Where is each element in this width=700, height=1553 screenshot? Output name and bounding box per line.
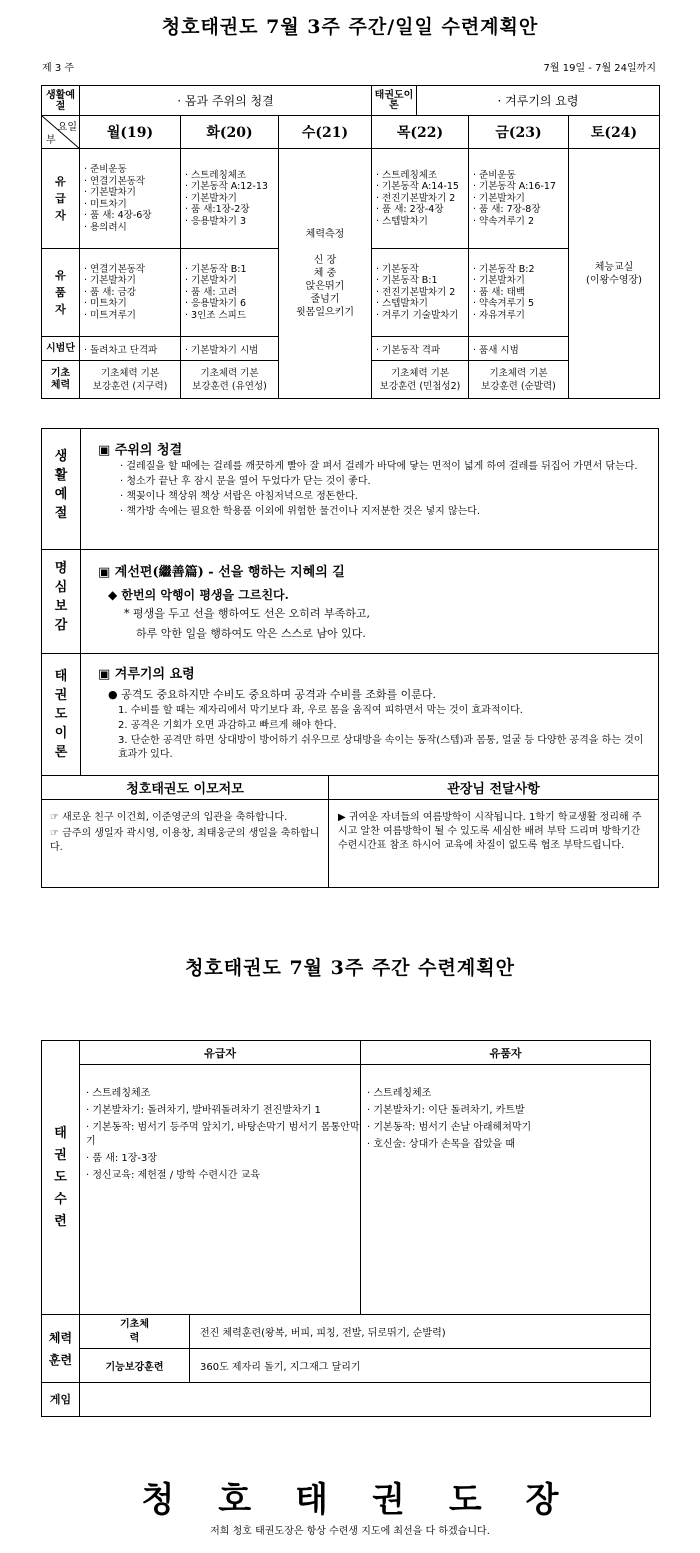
list-item: · 응용발차기 3 [185,216,278,228]
list-item: 2. 공격은 기회가 오면 과감하고 빠르게 해야 한다. [118,720,337,731]
tkd-theory-cell [372,86,660,116]
mind-section-label: 명심보감 [54,561,68,633]
page-title: 청호태권도 7월 3주 주간/일일 수련계획안 [161,16,539,38]
message-text: ▶ 귀여운 자녀들의 여름방학이 시작됩니다. 1학기 학교생활 정리해 주시고 알찬 여름방학이 될 수 있도록 세심한 배려 부탁 드리며 방학기간 수련시간표 참조 하시어 교육에 차질이 없도록 협조 부탁드립니다. [338,812,642,851]
fit-skill: 360도 제자리 돌기, 지그재그 달리기 [190,1349,651,1383]
day-fri: 금(23) [469,116,569,149]
list-item: · 겨루기 기술발차기 [376,310,468,322]
weekly-title: 청호태권도 7월 3주 주간 수련계획안 [185,957,515,979]
list-item: · 스텝발차기 [376,216,468,228]
fit-basic: 전진 체력훈련(왕복, 버피, 피칭, 전발, 뒤로뛰기, 순발력) [190,1315,651,1349]
text-line: 체력측정 [305,229,345,240]
weekly-yupum [361,1065,651,1315]
mind-line-2: 하루 악한 일을 행하여도 악은 스스로 남아 있다. [136,627,366,640]
list-item: · 기본발차기: 이단 돌려차기, 카트발 [367,1104,650,1118]
row-label-yugeup: 유급자 [42,149,80,249]
theory-heading: ▣ 겨루기의 요령 [98,667,195,682]
corner-bottom: 부 [46,135,56,146]
news-item: ☞ 새로운 친구 이건희, 이준영군의 입관을 축하합니다. [50,812,288,823]
news-item: ☞ 금주의 생일자 곽시영, 이용창, 최태웅군의 생일을 축하합니다. [50,828,320,853]
list-item: · 기본동작 B:1 [376,275,468,287]
life-label: 생활예절 [42,86,80,116]
text-line: 체 중 [313,268,337,279]
sat-cell [569,149,660,399]
fitness-tue [181,361,279,399]
life-topic: · 몸과 주위의 청결 [80,86,372,116]
list-item: · 스트레칭체조 [367,1087,650,1101]
list-item: 3. 단순한 공격만 하면 상대방이 방어하기 쉬우므로 상대방을 속이는 동작(스텝)과 몸통, 얼굴 등 다양한 공격을 하는 것이 효과가 있다. [118,735,644,760]
row-label-test: 시범단 [42,337,80,361]
yugeup-fri [469,149,569,249]
life-heading: ▣ 주위의 청결 [98,443,183,458]
list-item: · 걸레질을 할 때에는 걸레를 깨끗하게 빨아 잘 펴서 걸레가 바닥에 닿는 면적이 넓게 하여 걸레를 뒤집어 가면서 닦는다. [120,461,638,472]
yupum-tue [181,249,279,337]
list-item: · 응용발차기 6 [185,298,278,310]
text-line: 기초체력 기본 [390,367,450,379]
fitness-mon [80,361,181,399]
date-range: 7월 19일 - 7월 24일까지 [543,63,656,74]
fit-basic-label: 기초체력 [80,1315,190,1349]
game-cell [80,1383,651,1417]
list-item: · 품 새: 고려 [185,287,278,299]
weekly-yugeup [80,1065,361,1315]
week-label: 제 3 주 [42,63,75,74]
list-item: · 품 새: 태백 [473,287,568,299]
col-yugeup: 유급자 [80,1041,361,1065]
list-item: · 용의려시 [84,222,180,234]
list-item: · 3인조 스피드 [185,310,278,322]
text-line: 보강훈련 (유연성) [192,380,267,392]
list-item: · 호신술: 상대가 손목을 잡았을 때 [367,1138,650,1152]
yupum-fri [469,249,569,337]
list-item: · 책가방 속에는 필요한 학용품 이외에 위험한 물건이나 지저분한 것은 넣지 않는다. [120,506,481,517]
list-item: · 스트레칭체조 [185,170,278,182]
list-item: · 스트레칭체조 [376,170,468,182]
text-line: 앉은뛰기 [305,281,345,292]
list-item: · 기본발차기 [84,187,180,199]
list-item: · 스트레칭체조 [86,1087,360,1101]
corner-cell [42,116,80,149]
text-line: 기초체력 기본 [200,367,259,379]
list-item: · 기본동작 B:1 [185,264,278,276]
mind-line-1: * 평생을 두고 선을 행하여도 선은 오히려 부족하고, [124,607,370,620]
list-item: · 약속겨루기 2 [473,216,568,228]
list-item: · 기본발차기 [185,275,278,287]
list-item: · 미트차기 [84,298,180,310]
list-item: · 기본발차기 [473,193,568,205]
row-label-yupum: 유품자 [42,249,80,337]
list-item: · 준비운동 [84,164,180,176]
test-mon: · 돌려차고 단격파 [80,337,181,361]
mind-section [98,561,648,643]
life-section-label: 생활예절 [54,449,68,521]
tkd-topic: · 겨루기의 요령 [497,94,579,108]
list-item: · 스텝발차기 [376,298,468,310]
list-item: · 기본동작 A:12-13 [185,181,278,193]
list-item: · 연결기본동작 [84,176,180,188]
yugeup-thu [372,149,469,249]
list-item: · 품 새:1장-2장 [185,204,278,216]
list-item: · 미트겨루기 [84,310,180,322]
list-item: · 기본동작: 범서기 등주먹 앞치기, 바탕손막기 범서기 몸통안막기 [86,1121,360,1149]
list-item: · 기본동작 B:2 [473,264,568,276]
fitness-fri [469,361,569,399]
text-line: 줄넘기 [310,294,340,305]
theory-sub: ● 공격도 중요하지만 수비도 중요하며 공격과 수비를 조화를 이룬다. [108,688,436,701]
tkd-label: 태권도이론 [372,86,417,115]
list-item: · 청소가 끝난 후 잠시 문을 열어 두었다가 닫는 것이 좋다. [120,476,371,487]
day-sat: 토(24) [569,116,660,149]
notice-box [41,428,659,888]
life-section [98,439,648,520]
fitness-training-label: 체력훈련 [42,1315,80,1383]
list-item: · 기본동작 A:14-15 [376,181,468,193]
day-mon: 월(19) [80,116,181,149]
row-label-fitness: 기초체력 [42,361,80,399]
corner-top: 요일 [57,122,77,133]
list-item: · 품 새: 7장-8장 [473,204,568,216]
list-item: · 약속겨루기 5 [473,298,568,310]
text-line: 체능교실 [594,261,634,273]
text-line: 보강훈련 (민첩성2) [379,380,461,392]
text-line: 기초체력 기본 [489,367,548,379]
message-title: 관장님 전달사항 [447,782,540,797]
list-item: · 품 새: 4장-6장 [84,210,180,222]
news-list [50,811,322,855]
yupum-mon [80,249,181,337]
test-fri: · 품새 시범 [469,337,569,361]
list-item: · 기본발차기 [473,275,568,287]
wed-cell [279,149,372,399]
test-tue: · 기본발차기 시범 [181,337,279,361]
list-item: · 기본발차기: 돌려차기, 발바꿔돌려차기 전진발차기 1 [86,1104,360,1118]
yugeup-tue [181,149,279,249]
text-line [279,241,371,254]
text-line: 신 장 [313,255,337,266]
fit-skill-label: 기능보강훈련 [80,1349,190,1383]
news-title: 청호태권도 이모저모 [126,782,244,797]
text-line: 보강훈련 (순발력) [481,380,556,392]
day-tue: 화(20) [181,116,279,149]
list-item: · 기본동작 [376,264,468,276]
list-item: · 기본발차기 [185,193,278,205]
weekly-table [41,1040,651,1417]
list-item: · 기본동작: 범서기 손날 아래헤쳐막기 [367,1121,650,1135]
text-line: (이왕수영장) [585,274,643,286]
yupum-thu [372,249,469,337]
theory-section-label: 태권도이론 [54,669,68,760]
list-item: · 전진기본발차기 2 [376,287,468,299]
list-item: · 정신교육: 제헌절 / 방학 수련시간 교육 [86,1169,360,1183]
text-line: 보강훈련 (지구력) [92,380,168,392]
list-item: · 미트차기 [84,199,180,211]
footer-slogan: 저희 청호 태권도장은 항상 수련생 지도에 최선을 다 하겠습니다. [210,1526,490,1537]
list-item: · 책꽂이나 책상위 책상 서랍은 아침저녁으로 정돈한다. [120,491,358,502]
list-item: · 기본발차기 [84,275,180,287]
list-item: · 자유겨루기 [473,310,568,322]
list-item: · 연결기본동작 [84,264,180,276]
theory-section [98,663,653,763]
game-label: 게임 [42,1383,80,1417]
list-item: · 품 새: 금강 [84,287,180,299]
day-wed: 수(21) [279,116,372,149]
dojang-name: 청호태권도장 [141,1480,603,1520]
col-yupum: 유품자 [361,1041,651,1065]
text-line: 윗몸일으키기 [296,307,354,318]
list-item: 1. 수비를 할 때는 제자리에서 막기보다 좌, 우로 몸을 움직여 피하면서 막는 것이 효과적이다. [118,705,523,716]
list-item: · 기본동작 A:16-17 [473,181,568,193]
yugeup-mon [80,149,181,249]
test-thu: · 기본동작 격파 [372,337,469,361]
schedule-table [41,85,660,399]
list-item: · 준비운동 [473,170,568,182]
mind-sub: ◆ 한번의 악행이 평생을 그르친다. [108,588,289,602]
list-item: · 품 새: 1장-3장 [86,1152,360,1166]
mind-heading: ▣ 계선편(繼善篇) - 선을 행하는 지혜의 길 [98,565,345,580]
day-thu: 목(22) [372,116,469,149]
list-item: · 품 새: 2장-4장 [376,204,468,216]
list-item: · 전진기본발차기 2 [376,193,468,205]
tkd-training-label: 태권도수련 [42,1041,80,1315]
text-line: 기초체력 기본 [100,367,160,379]
fitness-thu [372,361,469,399]
